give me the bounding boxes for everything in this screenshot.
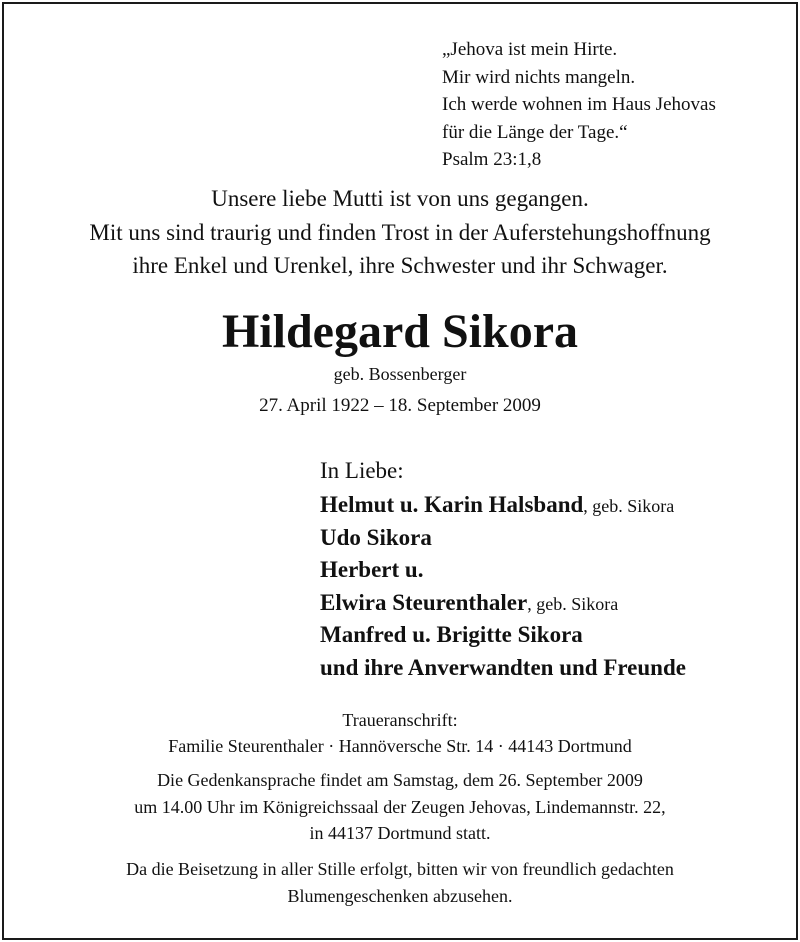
intro-line: ihre Enkel und Urenkel, ihre Schwester und ihr Schwager. xyxy=(132,253,668,278)
ceremony-line: in 44137 Dortmund statt. xyxy=(309,823,491,843)
ceremony-line: um 14.00 Uhr im Königreichssaal der Zeugen Jehovas, Lindemannstr. 22, xyxy=(134,796,666,817)
mourner-name: Herbert u. xyxy=(320,557,424,582)
mourner-note: , geb. Sikora xyxy=(527,593,619,614)
mourner-entry xyxy=(320,652,686,685)
psalm-line: für die Länge der Tage.“ xyxy=(442,121,628,143)
mourner-entry xyxy=(320,554,686,587)
mourner-note: , geb. Sikora xyxy=(583,496,675,516)
mourner-name: und ihre Anverwandten und Freunde xyxy=(320,654,686,680)
mourner-name: Helmut u. Karin Halsband xyxy=(320,492,584,517)
life-dates: 27. April 1922 – 18. September 2009 xyxy=(259,395,541,416)
psalm-quote xyxy=(442,36,716,174)
closing-note xyxy=(0,856,800,910)
mourner-entry xyxy=(320,522,686,555)
address-line: Familie Steurenthaler · Hannöversche Str. 14 · 44143 Dortmund xyxy=(168,736,632,756)
mourner-name: Udo Sikora xyxy=(320,524,432,550)
intro-text xyxy=(0,182,800,283)
psalm-reference: Psalm 23:1,8 xyxy=(442,149,542,170)
closing-line: Da die Beisetzung in aller Stille erfolgt, bitten wir von freundlich gedachten xyxy=(126,859,674,879)
mourner-entry xyxy=(320,587,686,620)
psalm-line: Mir wird nichts mangeln. xyxy=(442,66,636,88)
psalm-line: Ich werde wohnen im Haus Jehovas xyxy=(442,94,716,115)
address-label: Traueranschrift: xyxy=(342,710,458,730)
birth-name: geb. Bossenberger xyxy=(333,364,467,384)
mourner-entry xyxy=(320,619,686,652)
mourner-entry xyxy=(320,489,686,522)
mourners-label: In Liebe: xyxy=(320,458,404,483)
deceased-name: Hildegard Sikora xyxy=(221,305,579,358)
mourner-name: Manfred u. Brigitte Sikora xyxy=(320,622,583,647)
ceremony-line: Die Gedenkansprache findet am Samstag, dem 26. September 2009 xyxy=(157,770,643,790)
psalm-line: „Jehova ist mein Hirte. xyxy=(442,39,618,60)
ceremony-notice xyxy=(0,767,800,847)
mourner-name: Elwira Steurenthaler xyxy=(320,589,528,615)
mourners-list xyxy=(320,489,686,684)
intro-line: Unsere liebe Mutti ist von uns gegangen. xyxy=(211,186,589,211)
closing-line: Blumengeschenken abzusehen. xyxy=(287,886,513,906)
intro-line: Mit uns sind traurig und finden Trost in der Auferstehungshoffnung xyxy=(89,219,711,245)
